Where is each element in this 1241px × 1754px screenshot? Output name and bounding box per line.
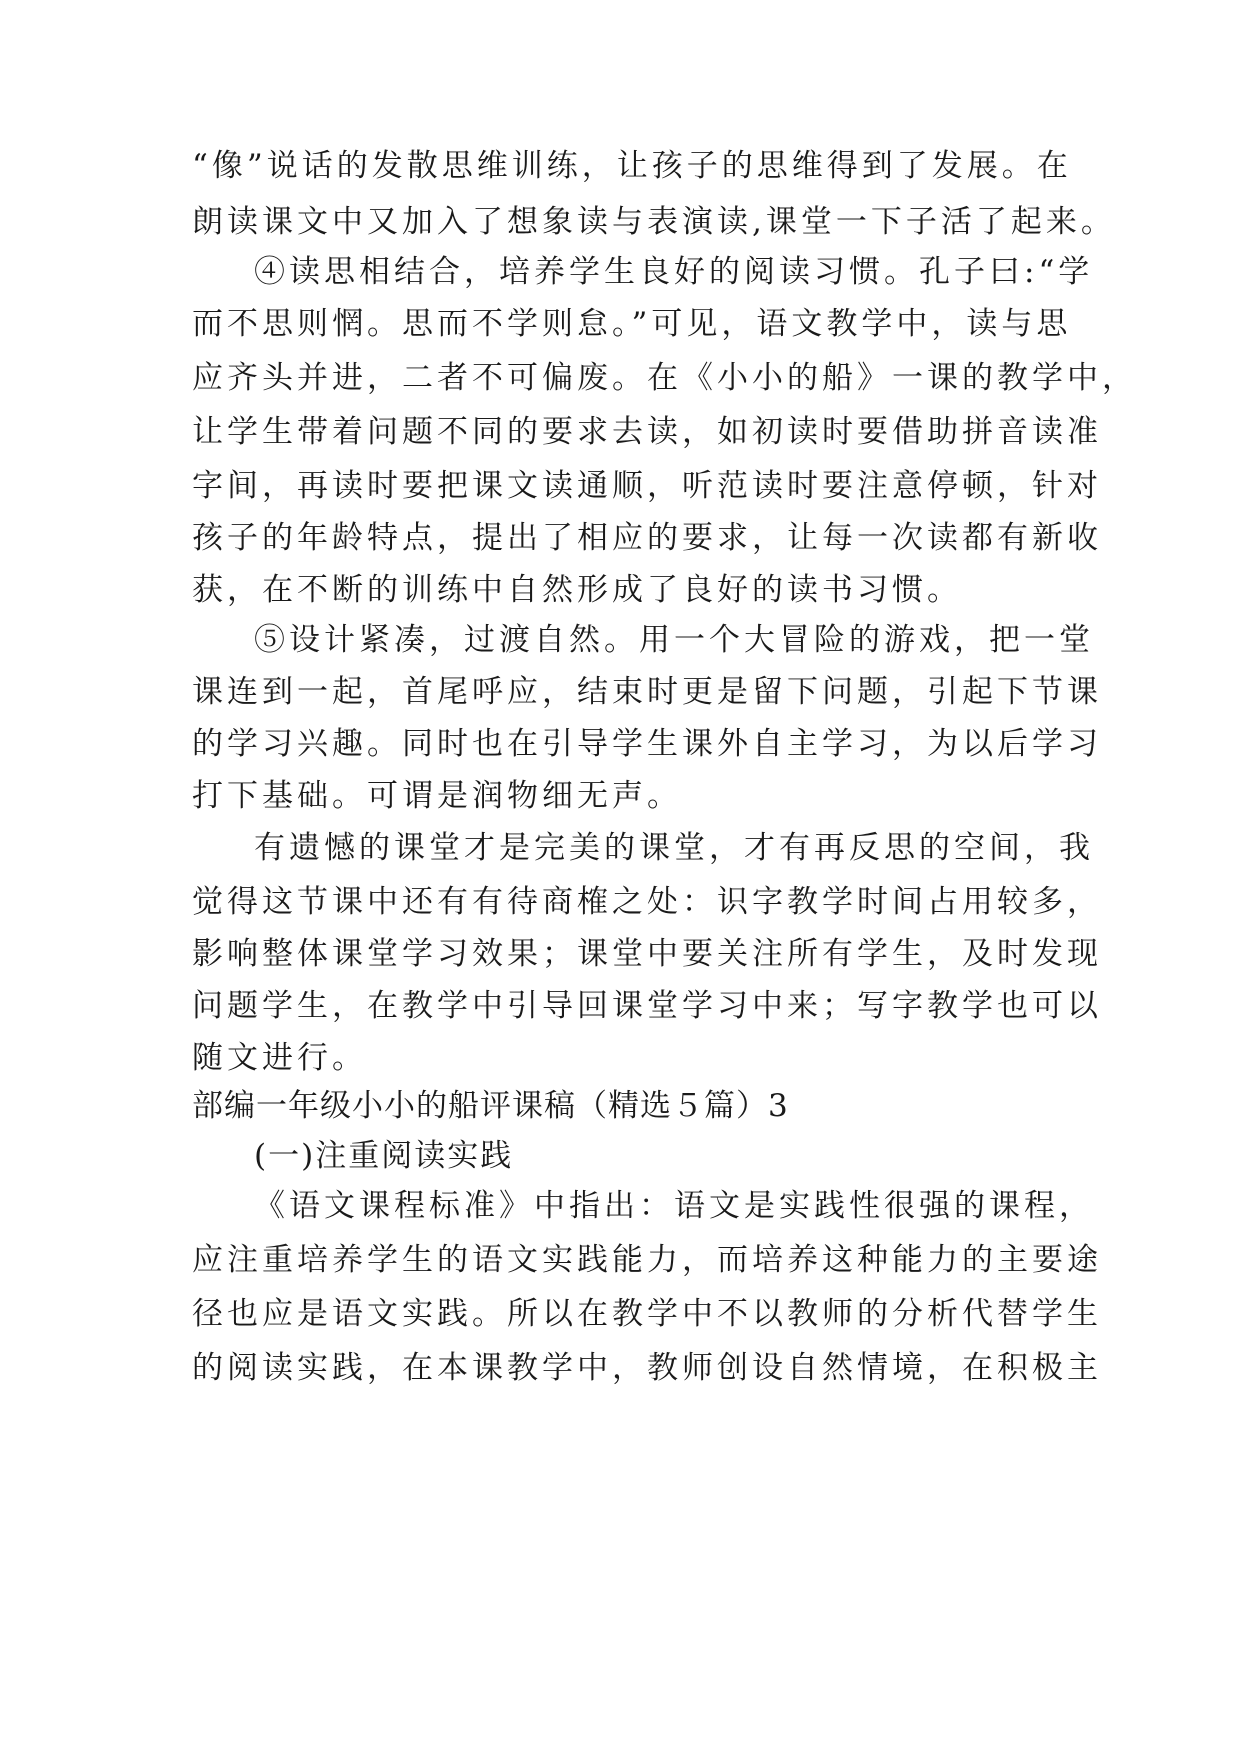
paragraph-line: 应齐头并进，二者不可偏废。在《小小的船》一课的教学中，	[192, 360, 1137, 396]
paragraph-line: 应注重培养学生的语文实践能力，而培养这种能力的主要途	[192, 1242, 1102, 1278]
paragraph-line: ④读思相结合，培养学生良好的阅读习惯。孔子曰:“学	[254, 254, 1094, 290]
paragraph-line: 而不思则惘。思而不学则怠。”可见，语文教学中，读与思	[192, 306, 1072, 342]
paragraph-line: 问题学生，在教学中引导回课堂学习中来；写字教学也可以	[192, 988, 1102, 1024]
paragraph-line: 朗读课文中又加入了想象读与表演读,课堂一下子活了起来。	[192, 204, 1116, 240]
paragraph-line: 获，在不断的训练中自然形成了良好的读书习惯。	[192, 572, 962, 608]
paragraph-line: ⑤设计紧凑，过渡自然。用一个大冒险的游戏，把一堂	[254, 622, 1094, 658]
paragraph-line: 的阅读实践，在本课教学中，教师创设自然情境，在积极主	[192, 1350, 1102, 1386]
paragraph-line: “像”说话的发散思维训练，让孩子的思维得到了发展。在	[192, 148, 1072, 184]
paragraph-line: 有遗憾的课堂才是完美的课堂，才有再反思的空间，我	[254, 830, 1094, 866]
paragraph-line: 影响整体课堂学习效果；课堂中要关注所有学生，及时发现	[192, 936, 1102, 972]
paragraph-line: 课连到一起，首尾呼应，结束时更是留下问题，引起下节课	[192, 674, 1102, 710]
paragraph-line: 字间，再读时要把课文读通顺，听范读时要注意停顿，针对	[192, 468, 1102, 504]
section-heading: 部编一年级小小的船评课稿（精选５篇）3	[192, 1088, 789, 1124]
paragraph-line: 的学习兴趣。同时也在引导学生课外自主学习，为以后学习	[192, 726, 1102, 762]
paragraph-line: 让学生带着问题不同的要求去读，如初读时要借助拼音读准	[192, 414, 1102, 450]
paragraph-line: 径也应是语文实践。所以在教学中不以教师的分析代替学生	[192, 1296, 1102, 1332]
paragraph-line: 《语文课程标准》中指出：语文是实践性很强的课程，	[254, 1188, 1094, 1224]
paragraph-line: 随文进行。	[192, 1040, 367, 1076]
paragraph-line: 觉得这节课中还有有待商榷之处：识字教学时间占用较多，	[192, 884, 1102, 920]
paragraph-line: 打下基础。可谓是润物细无声。	[192, 778, 682, 814]
subsection-heading: (一)注重阅读实践	[254, 1138, 514, 1174]
paragraph-line: 孩子的年龄特点，提出了相应的要求，让每一次读都有新收	[192, 520, 1102, 556]
